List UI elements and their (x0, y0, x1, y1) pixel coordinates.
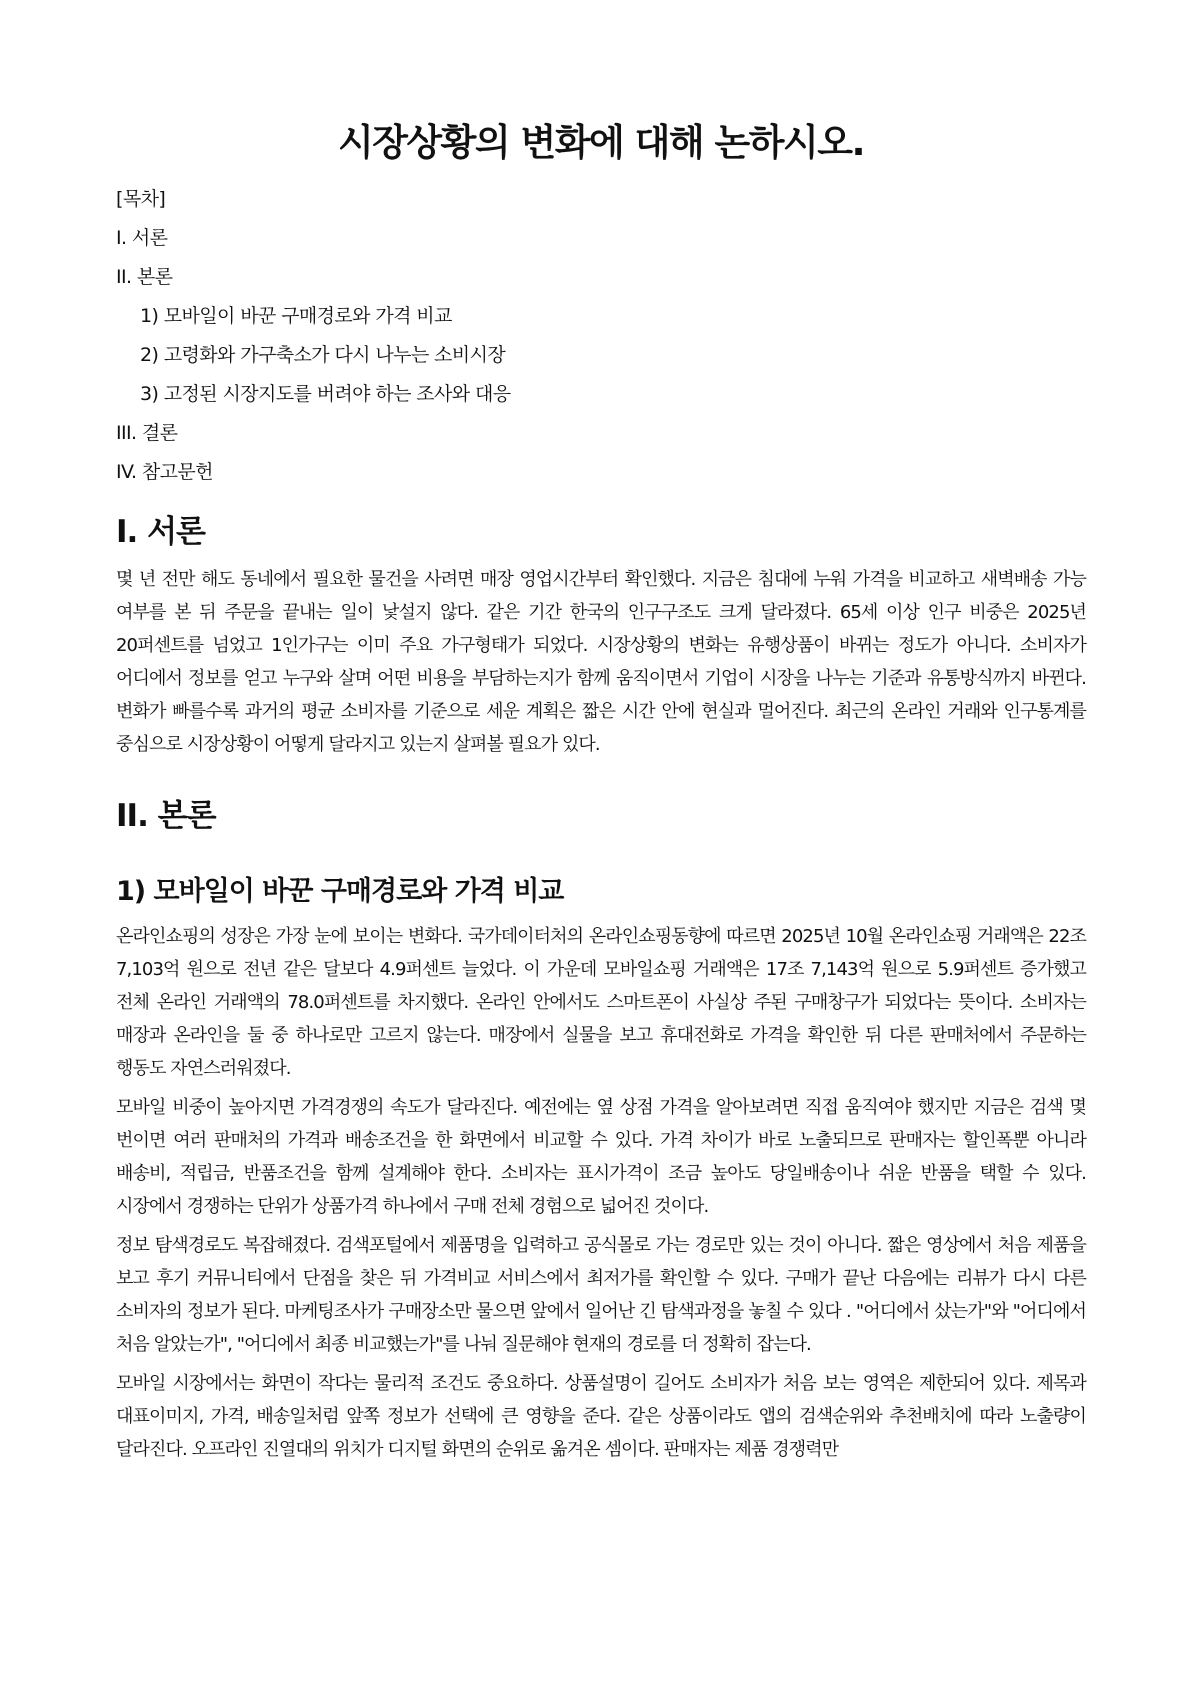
section-1-heading: 1) 모바일이 바꾼 구매경로와 가격 비교 (116, 876, 564, 907)
toc-item-references: IV. 참고문헌 (116, 461, 213, 483)
toc-item-body-2: 2) 고령화와 가구축소가 다시 나누는 소비시장 (140, 344, 506, 366)
toc-item-body-3: 3) 고정된 시장지도를 버려야 하는 조사와 대응 (140, 383, 511, 405)
section-1-paragraph-3: 정보 탐색경로도 복잡해졌다. 검색포털에서 제품명을 입력하고 공식몰로 가는 경로만 있는 것이 아니다. 짧은 영상에서 처음 제품을 보고 후기 커뮤니티에서 단점을 찾은 뒤 가격비교 서비스에서 최저가를 확인할 수 있다. 구매가 끝난 다음에는 리뷰가 다시 다른 소비자의 정보가 된다. 마케팅조사가 구매장소만 물으면 앞에서 일어난 긴 탐색과정을 놓칠 수 있다 . "어디에서 샀는가"와 "어디에서 처음 알았는가", "어디에서 최종 비교했는가"를 나눠 질문해야 현재의 경로를 더 정확히 잡는다. (116, 1235, 1086, 1355)
document-title: 시장상황의 변화에 대해 논하시오. (337, 121, 865, 164)
section-1-paragraph-4: 모바일 시장에서는 화면이 작다는 물리적 조건도 중요하다. 상품설명이 길어도 소비자가 처음 보는 영역은 제한되어 있다. 제목과 대표이미지, 가격, 배송일처럼 앞쪽 정보가 선택에 큰 영향을 준다. 같은 상품이라도 앱의 검색순위와 추천배치에 따라 노출량이 달라진다. 오프라인 진열대의 위치가 디지털 화면의 순위로 옮겨온 셈이다. 판매자는 제품 경쟁력만 (116, 1373, 1086, 1460)
toc-heading: [목차] (116, 188, 166, 210)
toc-item-conclusion: III. 결론 (116, 422, 178, 444)
document-page (116, 120, 1086, 1472)
toc-item-intro: I. 서론 (116, 227, 168, 249)
section-1-paragraph-1: 온라인쇼핑의 성장은 가장 눈에 보이는 변화다. 국가데이터처의 온라인쇼핑동향에 따르면 2025년 10월 온라인쇼핑 거래액은 22조 7,103억 원으로 전년 같은 달보다 4.9퍼센트 늘었다. 이 가운데 모바일쇼핑 거래액은 17조 7,143억 원으로 5.9퍼센트 증가했고 전체 온라인 거래액의 78.0퍼센트를 차지했다. 온라인 안에서도 스마트폰이 사실상 주된 구매창구가 되었다는 뜻이다. 소비자는 매장과 온라인을 둘 중 하나로만 고르지 않는다. 매장에서 실물을 보고 휴대전화로 가격을 확인한 뒤 다른 판매처에서 주문하는 행동도 자연스러워졌다. (116, 926, 1086, 1079)
body-heading: II. 본론 (116, 798, 216, 834)
toc-item-body-1: 1) 모바일이 바꾼 구매경로와 가격 비교 (140, 305, 452, 327)
toc-item-body: II. 본론 (116, 266, 173, 288)
table-of-contents (116, 186, 1086, 485)
intro-paragraph: 몇 년 전만 해도 동네에서 필요한 물건을 사려면 매장 영업시간부터 확인했다. 지금은 침대에 누워 가격을 비교하고 새벽배송 가능 여부를 본 뒤 주문을 끝내는 일이 낯설지 않다. 같은 기간 한국의 인구구조도 크게 달라졌다. 65세 이상 인구 비중은 2025년 20퍼센트를 넘었고 1인가구는 이미 주요 가구형태가 되었다. 시장상황의 변화는 유행상품이 바뀌는 정도가 아니다. 소비자가 어디에서 정보를 얻고 누구와 살며 어떤 비용을 부담하는지가 함께 움직이면서 기업이 시장을 나누는 기준과 유통방식까지 바뀐다. 변화가 빠를수록 과거의 평균 소비자를 기준으로 세운 계획은 짧은 시간 안에 현실과 멀어진다. 최근의 온라인 거래와 인구통계를 중심으로 시장상황이 어떻게 달라지고 있는지 살펴볼 필요가 있다. (116, 569, 1086, 755)
intro-heading: I. 서론 (116, 514, 205, 550)
section-1-paragraph-2: 모바일 비중이 높아지면 가격경쟁의 속도가 달라진다. 예전에는 옆 상점 가격을 알아보려면 직접 움직여야 했지만 지금은 검색 몇 번이면 여러 판매처의 가격과 배송조건을 한 화면에서 비교할 수 있다. 가격 차이가 바로 노출되므로 판매자는 할인폭뿐 아니라 배송비, 적립금, 반품조건을 함께 설계해야 한다. 소비자는 표시가격이 조금 높아도 당일배송이나 쉬운 반품을 택할 수 있다. 시장에서 경쟁하는 단위가 상품가격 하나에서 구매 전체 경험으로 넓어진 것이다. (116, 1097, 1086, 1217)
